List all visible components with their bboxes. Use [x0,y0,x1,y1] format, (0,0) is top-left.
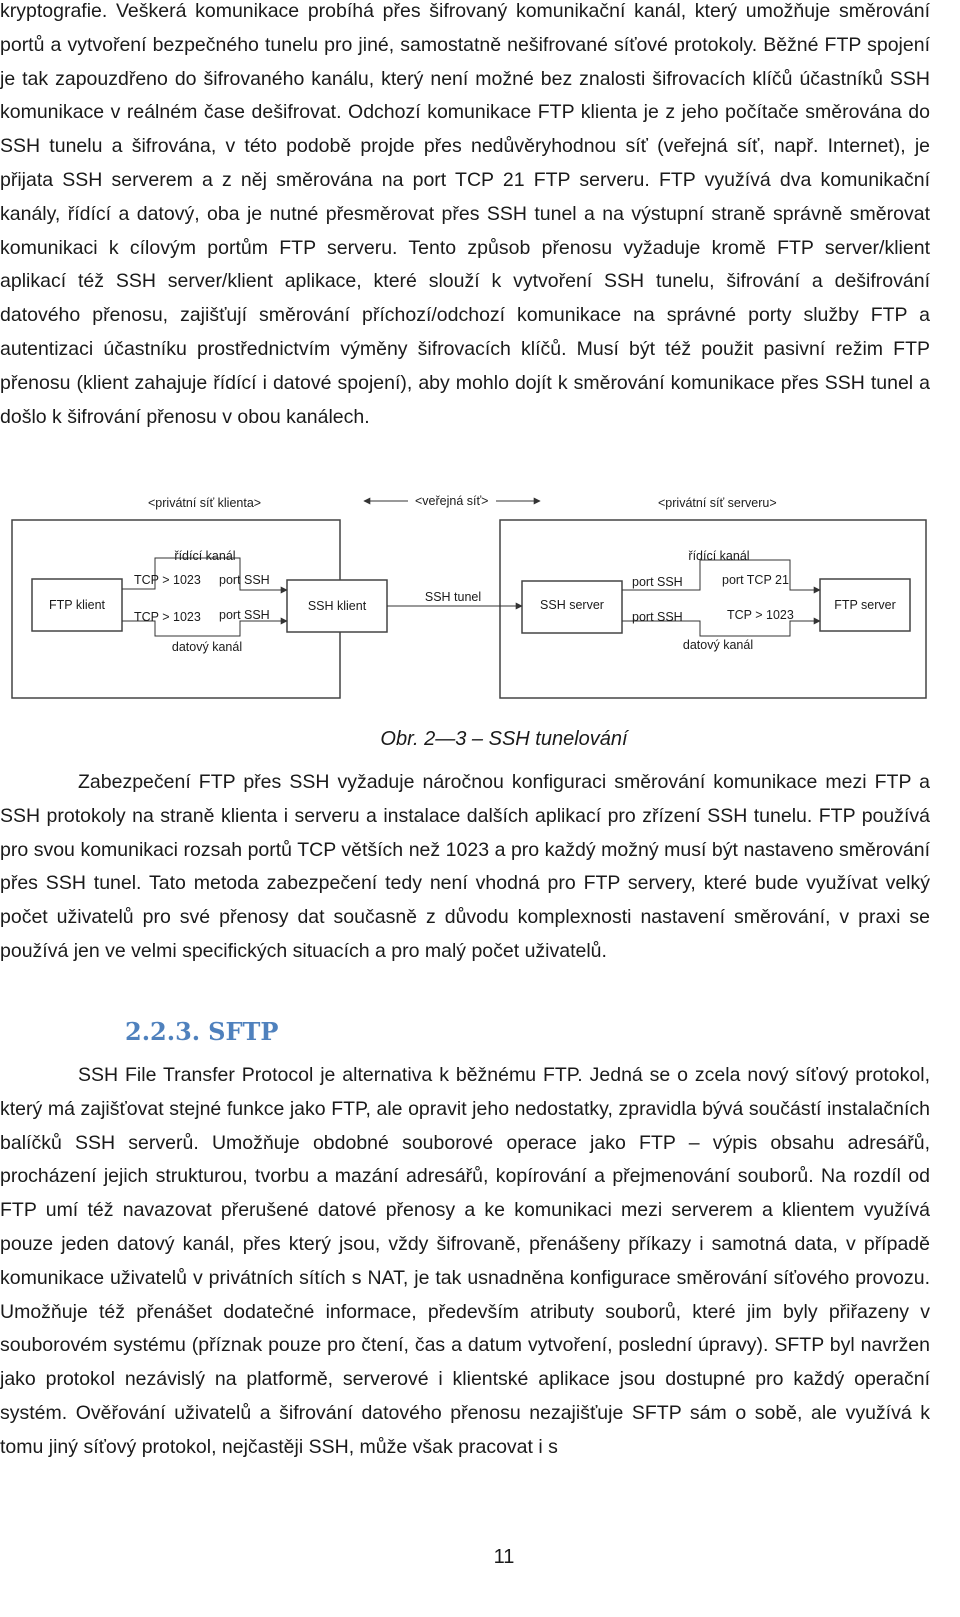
page-number: 11 [493,1546,515,1568]
client-control-channel-label: řídící kanál [174,549,236,563]
server-port-ssh-top-label: port SSH [632,575,683,589]
ssh-client-label: SSH klient [307,599,367,613]
ftp-client-label: FTP klient [48,598,106,612]
server-data-channel-label: datový kanál [682,638,754,652]
server-port-tcp21-label: port TCP 21 [722,573,789,587]
section-number: 2.2.3. [125,1017,201,1046]
zone-label-client: <privátní síť klienta> [148,496,262,510]
server-control-channel-label: řídící kanál [688,549,750,563]
section-title: SFTP [208,1017,279,1046]
paragraph-ftp-over-ssh: Zabezpečení FTP přes SSH vyžaduje náročnou konfiguraci směrování komunikace mezi FTP a SSH protokoly na straně klienta i serveru a instalace dalších aplikací pro zřízení SSH tunelu. FTP používá pro svou komunikaci rozsah portů TCP větších než 1023 a pro každý možný musí být nastaveno směrování přes SSH tunel. Tato metoda zabezpečení tedy není vhodná pro FTP servery, které bude využívat velký počet uživatelů pro své přenosy dat současně z důvodu komplexnosti nastavení směrování, v praxi se používá jen ve velmi specifických situacích a pro malý počet uživatelů. [0,771,930,962]
client-data-channel-label: datový kanál [171,640,243,654]
section-heading [125,1016,286,1048]
ssh-server-label: SSH server [540,598,604,612]
client-tcp-bottom-label: TCP > 1023 [134,610,201,624]
ssh-tunnel-diagram [0,480,960,710]
ftp-server-label: FTP server [834,598,896,612]
paragraph-ssh-tunneling: kryptografie. Veškerá komunikace probíhá přes šifrovaný komunikační kanál, který umožňuje směrování portů a vytvoření bezpečného tunelu pro jiné, samostatně nešifrované síťové protokoly. Běžné FTP spojení je tak zapouzdřeno do šifrovaného kanálu, který není možné bez znalosti šifrovacích klíčů účastníků SSH komunikace v reálném čase dešifrovat. Odchozí komunikace FTP klienta je z jeho počítače směrována do SSH tunelu a šifrována, v této podobě projde přes nedůvěryhodnou síť (veřejná síť, např. Internet), je přijata SSH serverem a z něj směrována na port TCP 21 FTP serveru. FTP využívá dva komunikační kanály, řídící a datový, oba je nutné přesměrovat přes SSH tunel a na výstupní straně správně směrovat komunikaci k cílovým portům FTP serveru. Tento způsob přenosu vyžaduje kromě FTP server/klient aplikací též SSH server/klient aplikace, které slouží k vytvoření SSH tunelu, šifrování a dešifrování datového přenosu, zajišťují směrování příchozí/odchozí komunikace na správné porty služby FTP a autentizaci účastníku prostřednictvím výměny šifrovacích klíčů. Musí být též použit pasivní režim FTP přenosu (klient zahajuje řídící i datové spojení), aby mohlo dojít k směrování komunikace přes SSH tunel a došlo k šifrování přenosu v obou kanálech. [0,0,930,428]
paragraph-sftp: SSH File Transfer Protocol je alternativa k běžnému FTP. Jedná se o zcela nový síťový protokol, který má zajišťovat stejné funkce jako FTP, ale opravit jeho nedostatky, zpravidla bývá součástí instalačních balíčků SSH serverů. Umožňuje obdobné souborové operace jako FTP – výpis obsahu adresářů, procházení jejich strukturou, tvorbu a mazání adresářů, kopírování a přejmenování souborů. Na rozdíl od FTP umí též navazovat přerušené datové přenosy a ke komunikaci mezi serverem a klientem využívá pouze jeden datový kanál, přes který jsou, vždy šifrovaně, přenášeny příkazy i samotná data, v případě komunikace uživatelů v privátních sítích s NAT, je tak usnadněna konfigurace směrování síťového provozu. Umožňuje též přenášet dodatečné informace, především atributy souborů, které jim byly přiřazeny v souborovém systému (příznak pouze pro čtení, čas a datum vytvoření, poslední úpravy). SFTP byl navržen jako protokol nezávislý na platformě, serverové i klientské aplikace jsou dostupné pro každý operační systém. Ověřování uživatelů a šifrování datového přenosu nezajišťuje SFTP sám o sobě, ale využívá k tomu jiný síťový protokol, nejčastěji SSH, může však pracovat i s [0,1064,930,1458]
client-port-ssh-bottom-label: port SSH [219,608,270,622]
zone-label-server: <privátní síť serveru> [658,496,777,510]
server-port-ssh-bottom-label: port SSH [632,610,683,624]
zone-label-public: <veřejná síť> [415,494,489,508]
client-port-ssh-top-label: port SSH [219,573,270,587]
server-tcp-bottom-label: TCP > 1023 [727,608,794,622]
ssh-tunnel-label: SSH tunel [424,590,482,604]
client-tcp-top-label: TCP > 1023 [134,573,201,587]
figure-caption: Obr. 2—3 – SSH tunelování [380,728,628,750]
